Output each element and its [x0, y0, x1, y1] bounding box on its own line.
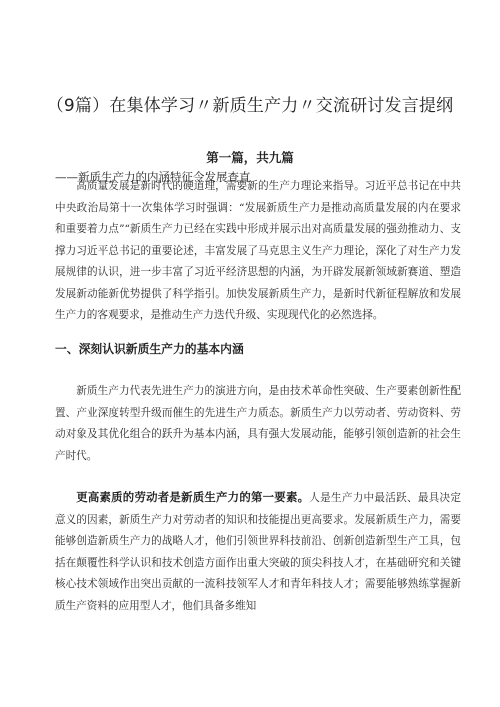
- heading-1: 一、深刻认识新质生产力的基本内涵: [55, 342, 244, 356]
- paragraph-lead: 更高素质的劳动者是新质生产力的第一要素。: [76, 490, 310, 504]
- section-subtitle: ——新质生产力的内涵特征令发展查直: [55, 170, 251, 184]
- paragraph-definition: 新质生产力代表先进生产力的演进方向，是由技术革命性突破、生产要素创新性配置、产业深度转型升级而催生的先进生产力质态。新质生产力以劳动者、劳动资料、劳动对象及其优化组合的跃升为基本内涵，具有强大发展动能，能够引领创造新的社会生产时代。: [55, 385, 461, 462]
- section-title: 第一篇，共九篇: [206, 150, 294, 165]
- paragraph-laborers: [55, 487, 461, 617]
- paragraph-body: 人是生产力中最活跃、最具决定意义的因素，新质生产力对劳动者的知识和技能提出更高要求。发展新质生产力，需要能够创造新质生产力的战略人才，他们引领世界科技前沿、创新创造新型生产工具，包括在颠覆性科学认识和技术创造方面作出重大突破的顶尖科技人才，在基础研究和关键核心技术领域作出突出贡献的一流科技领军人才和青年科技人才；需要能够熟练掌握新质生产资料的应用型人才，他们具备多维知: [55, 492, 461, 612]
- document-title: （9篇）在集体学习〃新质生产力〃交流研讨发言提纲: [46, 96, 454, 116]
- paragraph-intro: 高质量发展是新时代的硬道理，需要新的生产力理论来指导。习近平总书记在中共中央政治局第十一次集体学习时强调：“发展新质生产力是推动高质量发展的内在要求和重要着力点”“新质生产力已经在实践中形成并展示出对高质量发展的强劲推动力、支撑力习近平总书记的重要论述，丰富发展了马克思主义生产力理论，深化了对生产力发展规律的认识，进一步丰富了习近平经济思想的内涵，为开辟发展新领域新赛道、塑造发展新动能新优势提供了科学指引。加快发展新质生产力，是新时代新征程解放和发展生产力的客观要求，是推动生产力迭代升级、实现现代化的必然选择。: [55, 180, 461, 321]
